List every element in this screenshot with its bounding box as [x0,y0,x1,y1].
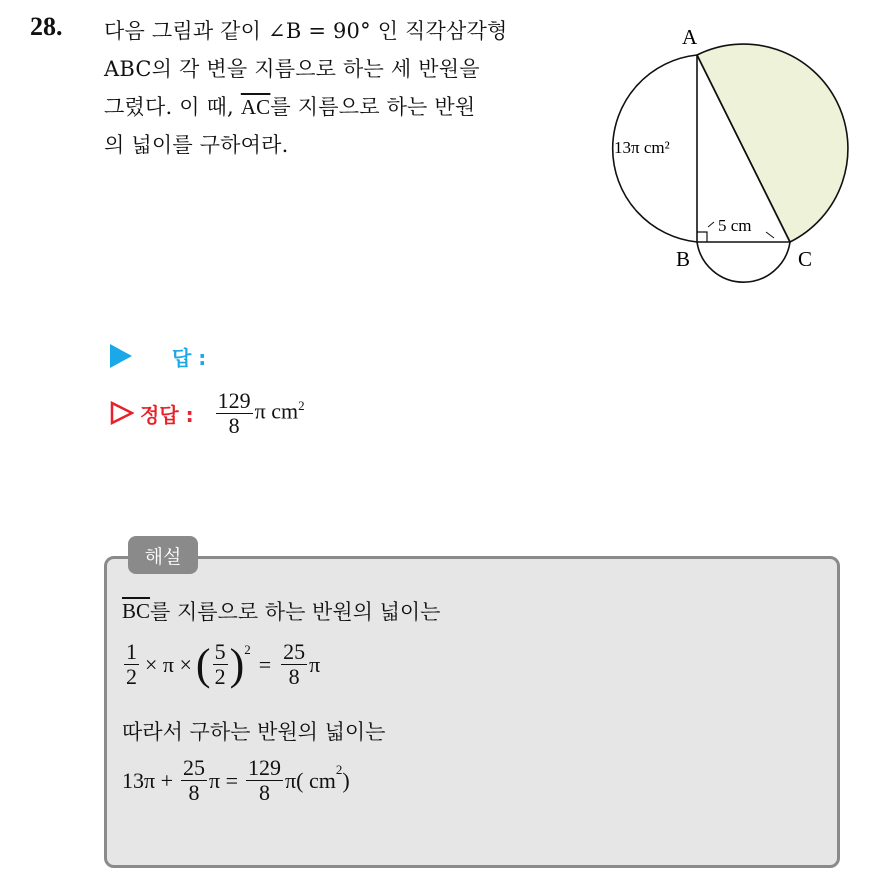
right-angle-mark [697,232,707,242]
question-number: 28. [30,12,63,41]
label-c: C [798,247,813,271]
answer-fraction: $\frac{129}{8}$ [217,387,251,438]
question-line-3a: 그렸다. 이 때, [104,95,241,119]
question-text [104,12,584,164]
question-line-2: ABC의 각 변을 지름으로 하는 세 반원을 [104,57,480,81]
correct-answer-row [110,387,305,438]
explanation-line-2: $\frac{1}{2}$ × π × ( $\frac{5}{2}$ ) $^2$ = $\frac{25}{8}$ π [126,639,321,689]
question-line-3b: 를 지름으로 하는 반원 [270,95,476,119]
play-triangle-icon [110,344,132,368]
semicircle-ac [697,44,848,242]
explanation-line-3: 따라서 구하는 반원의 넓이는 [122,720,386,744]
question-line-1: 다음 그림과 같이 ∠B = 90° 인 직각삼각형 [104,19,508,43]
outline-triangle-icon [110,401,134,425]
semicircle-bc [697,242,790,282]
explanation-line-4: 13π + $\frac{25}{8}$ π = $\frac{129}{8}$ π( cm $^2$ ) [122,755,350,805]
explanation-line-1: $\overline{BC}$ 를 지름으로 하는 반원의 넓이는 [122,598,441,624]
correct-answer-label: 정답 : [140,402,194,427]
label-a: A [682,25,698,49]
segment-ac: $\overline{AC}$ [240,95,271,119]
question-line-4: 의 넓이를 구하여라. [104,133,289,157]
segment-bc: $\overline{BC}$ [122,598,151,623]
explanation-tab: 해설 [128,536,198,574]
question-line-3 [104,88,584,126]
area-label: 13π cm² [614,138,670,157]
label-b: B [676,247,691,271]
triangle-figure [590,20,860,300]
correct-answer-value: $\frac{129}{8}$ π $cm^2$ [217,387,305,438]
answer-label: 답 : [172,345,207,370]
bc-length-label: 5 cm [718,216,752,235]
answer-blank-row [110,336,206,376]
